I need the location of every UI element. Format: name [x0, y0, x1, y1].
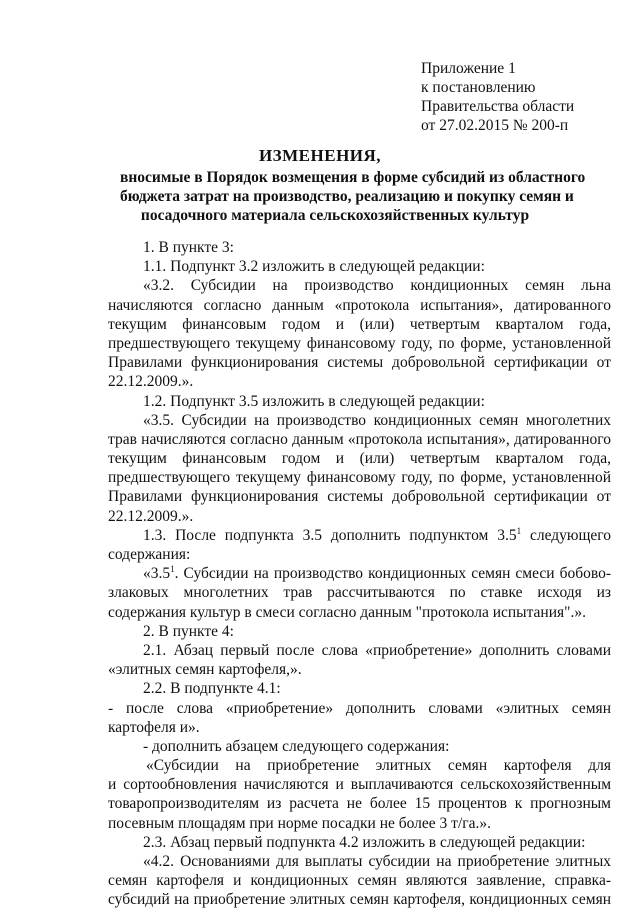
text-line: Правилами функционирования системы добровольной сертификации от	[108, 354, 611, 372]
text-line: предшествующего текущему финансовому году, по форме, установленной	[108, 469, 611, 487]
text-line	[108, 564, 611, 583]
text-line: 22.12.2009.».	[108, 507, 194, 525]
text-line: 1.1. Подпункт 3.2 изложить в следующей редакции:	[143, 258, 485, 276]
text-line	[108, 526, 611, 545]
text-line: 1.2. Подпункт 3.5 изложить в следующей редакции:	[143, 392, 485, 410]
text-line: субсидий на приобретение элитных семян картофеля, кондиционных семян	[108, 891, 611, 909]
superscript: 1	[170, 564, 175, 575]
subtitle-line: бюджета затрат на производство, реализацию и покупку семян и	[120, 188, 574, 205]
text-line: трав начисляются согласно данным «протокола испытания», датированного	[108, 430, 611, 448]
text-segment: . Субсидии на производство кондиционных семян смеси бобово-	[174, 565, 611, 583]
subtitle-line: вносимые в Порядок возмещения в форме субсидий из областного	[120, 169, 586, 186]
text-line: 2. В пункте 4:	[143, 622, 234, 640]
text-segment: следующего	[521, 526, 611, 544]
text-line: посевным площадям при норме посадки не более 3 т/га.».	[108, 814, 491, 832]
text-segment: 1.3. После подпункта 3.5 дополнить подпунктом 3.5	[143, 526, 517, 544]
appendix-line: к постановлению	[421, 79, 536, 96]
text-line: и сортообновления начисляются и выплачиваются сельскохозяйственным	[108, 776, 611, 794]
superscript: 1	[516, 525, 522, 536]
text-line: 2.3. Абзац первый подпункта 4.2 изложить в следующей редакции:	[143, 833, 586, 851]
text-line: 2.2. В подпункте 4.1:	[143, 680, 281, 698]
text-line: текущим финансовым годом и (или) четвертым кварталом года,	[108, 450, 611, 468]
text-line: 22.12.2009.».	[108, 373, 194, 391]
text-line: 2.1. Абзац первый после слова «приобретение» дополнить словами	[143, 641, 611, 659]
text-line: товаропроизводителям из расчета не более 15 процентов к прогнозным	[108, 795, 611, 813]
text-line: «элитных семян картофеля,».	[108, 661, 302, 679]
appendix-line: Приложение 1	[421, 60, 516, 77]
document-body	[108, 238, 611, 910]
subtitle-line: посадочного материала сельскохозяйственных культур	[140, 207, 530, 224]
text-line: содержания:	[108, 546, 191, 563]
document-title: ИЗМЕНЕНИЯ,	[258, 146, 382, 165]
text-line: предшествующего текущему финансовому году, по форме, установленной	[108, 334, 611, 352]
text-line: «3.2. Субсидии на производство кондиционных семян льна	[143, 277, 611, 295]
text-segment: «3.5	[143, 565, 171, 583]
text-line: «Субсидии на приобретение элитных семян картофеля для	[146, 757, 611, 775]
text-line: содержания культур в смеси согласно данным "протокола испытания".».	[108, 603, 586, 621]
appendix-line: Правительства области	[421, 98, 575, 115]
document-subtitle	[120, 168, 586, 225]
text-line: Правилами функционирования системы добровольной сертификации от	[108, 488, 611, 506]
text-line: «3.5. Субсидии на производство кондиционных семян многолетних	[143, 411, 611, 429]
text-line: «4.2. Основаниями для выплаты субсидии на приобретение элитных	[143, 853, 611, 870]
text-line: начисляются согласно данным «протокола испытания», датированного	[108, 296, 611, 314]
text-line: - после слова «приобретение» дополнить словами «элитных семян	[108, 699, 611, 717]
text-line: 1. В пункте 3:	[143, 239, 234, 256]
appendix-block	[421, 59, 621, 135]
appendix-line: от 27.02.2015 № 200-п	[421, 117, 569, 134]
text-line: картофеля и».	[108, 718, 200, 736]
text-line: - дополнить абзацем следующего содержания:	[143, 737, 450, 755]
text-line: злаковых многолетних трав рассчитываются по ставке исходя из	[108, 584, 611, 602]
text-line: семян картофеля и кондиционных семян являются заявление, справка-	[108, 872, 611, 890]
text-line: текущим финансовым годом и (или) четвертым кварталом года,	[108, 315, 611, 333]
